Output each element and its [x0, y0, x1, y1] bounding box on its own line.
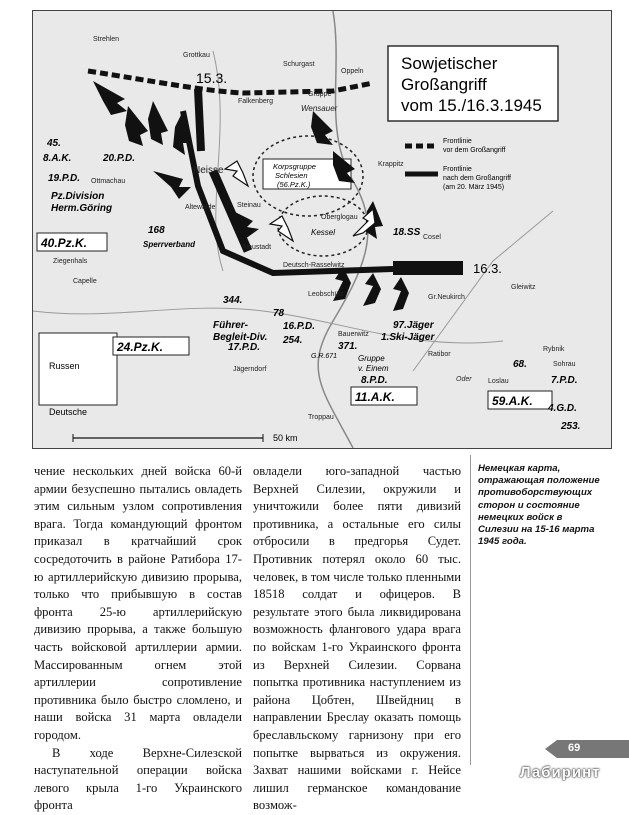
- date-label-16-3: 16.3.: [473, 261, 502, 276]
- watermark-logo: Лабиринт: [520, 764, 601, 781]
- unit-gruppe: Gruppe: [358, 354, 385, 363]
- unit-168: 168: [148, 225, 165, 236]
- place-rybnik: Rybnik: [543, 346, 565, 353]
- place-oder: Oder: [456, 376, 472, 383]
- place-deutsch-rasselwitz: Deutsch-Rasselwitz: [283, 262, 345, 269]
- unit-17pd: 17.P.D.: [228, 342, 261, 353]
- unit-344: 344.: [223, 295, 243, 306]
- date-label-15-3: 15.3.: [196, 70, 228, 86]
- unit-schlesien: Schlesien: [275, 171, 308, 180]
- unit-24pzk: 24.Pz.K.: [117, 340, 164, 354]
- unit-56pzk: (56.Pz.K.): [277, 180, 311, 189]
- unit-v-einem: v. Einem: [358, 364, 389, 373]
- place-cosel: Cosel: [423, 234, 441, 241]
- place-wensauer: Wensauer: [301, 104, 338, 113]
- unit-20pd: 20.P.D.: [103, 153, 136, 164]
- unit-78: 78: [273, 308, 285, 319]
- place-loslau: Loslau: [488, 378, 509, 385]
- scale-label: 50 km: [273, 433, 298, 443]
- legend-deutsche: Deutsche: [49, 407, 88, 417]
- page-number: 69: [568, 742, 581, 754]
- legend-front-before-2: vor dem Großangriff: [443, 147, 506, 154]
- legend-front-after-1: Frontlinie: [443, 166, 472, 173]
- place-gleiwitz: Gleiwitz: [511, 284, 536, 291]
- place-neustadt: Neustadt: [243, 244, 272, 251]
- unit-4gd: 4.G.D.: [548, 403, 577, 414]
- legend-front-after-3: (am 20. März 1945): [443, 184, 505, 191]
- map-caption: Немецкая карта, отражающая положение противоборствующих сторон и состояние немецких войск в Силезии на 15-16 марта 1945 года.: [478, 463, 600, 548]
- unit-kessel: Kessel: [311, 228, 336, 237]
- place-oberglogau: Oberglogau: [321, 214, 358, 221]
- unit-45: 45.: [47, 138, 61, 149]
- map-image: [32, 10, 612, 449]
- place-troppau: Troppau: [308, 414, 334, 421]
- place-leobschutz: Leobschütz: [308, 291, 344, 298]
- unit-19pd: 19.P.D.: [48, 173, 81, 184]
- unit-begleit-div: Begleit-Div.: [213, 332, 268, 343]
- place-neisse: Neisse: [193, 165, 224, 176]
- unit-sperrverband: Sperrverband: [143, 240, 196, 249]
- place-schurgast: Schurgast: [283, 61, 315, 68]
- place-krappitz: Krappitz: [378, 161, 404, 168]
- unit-97-jager: 97.Jäger: [393, 320, 434, 331]
- unit-68: 68.: [513, 359, 527, 370]
- unit-253: 253.: [561, 421, 581, 432]
- unit-59ak: 59.A.K.: [492, 394, 533, 408]
- unit-pz-division: Pz.Division: [51, 191, 105, 202]
- unit-16pd: 16.P.D.: [283, 321, 316, 332]
- col1-paragraph-2: В ходе Верхне-Силезской наступательной операции войска левого крыла 1-го Украинского фронта: [34, 745, 242, 813]
- unit-7pd: 7.P.D.: [551, 375, 578, 386]
- unit-40pzk: 40.Pz.K.: [41, 236, 88, 250]
- unit-gr671: G.R.671: [311, 353, 338, 360]
- unit-18ss: 18.SS: [393, 227, 421, 238]
- place-jagerndorf: Jägerndorf: [233, 366, 267, 373]
- map-title-line-1: Sowjetischer: [401, 54, 498, 73]
- map-title-line-2: Großangriff: [401, 75, 487, 94]
- unit-11ak: 11.A.K.: [355, 390, 395, 404]
- place-ratibor: Ratibor: [428, 351, 451, 358]
- place-steinau: Steinau: [237, 202, 261, 209]
- body-column-2: [253, 463, 461, 815]
- place-strehlen: Strehlen: [93, 36, 120, 43]
- place-falkenberg: Falkenberg: [238, 98, 274, 105]
- place-gruppe: Gruppe: [308, 91, 332, 98]
- body-column-1: [34, 463, 242, 815]
- legend-front-before-1: Frontlinie: [443, 138, 472, 145]
- place-ottmachau: Ottmachau: [91, 178, 126, 185]
- legend-front-after-2: nach dem Großangriff: [443, 175, 511, 182]
- unit-herm-goring: Herm.Göring: [51, 203, 113, 214]
- legend-russen: Russen: [49, 361, 80, 371]
- place-ziegenhals: Ziegenhals: [53, 258, 88, 265]
- unit-korpsgruppe: Korpsgruppe: [273, 162, 316, 171]
- place-sohrau: Sohrau: [553, 361, 576, 368]
- column-divider: [470, 455, 471, 765]
- unit-fuhrer: Führer-: [213, 320, 248, 331]
- place-grottkau: Grottkau: [183, 52, 210, 59]
- unit-1-ski-jager: 1.Ski-Jäger: [381, 332, 435, 343]
- unit-8ak: 8.A.K.: [43, 153, 72, 164]
- place-gr-neukirch: Gr.Neukirch: [428, 294, 465, 301]
- place-bauerwitz: Bauerwitz: [338, 331, 369, 338]
- unit-254: 254.: [283, 335, 303, 346]
- col2-paragraph: овладели юго-западной частью Верхней Силезии, окружили и уничтожили более пяти дивизий противника, а остальные его силы отбросили в предгорья Судет. Противник потерял около 60 тыс. человек, в том числе только пленными 18518 солдат и офицеров. В результате этого была ликвидирована возможность флангового удара врага по войскам 1-го Украинского фронта из Верхней Силезии. Сорвана попытка противника наступлением из района Цобтен, Швейдниц в направлении Бреслау оказать помощь бреславльскому гарнизону при его попытке вырваться из окружения. Захват нашими войсками г. Нейсе лишил германское командование возмож-: [253, 464, 461, 813]
- unit-371: 371.: [338, 341, 358, 352]
- unit-8pd: 8.P.D.: [361, 375, 388, 386]
- map-title-line-3: vom 15./16.3.1945: [401, 96, 542, 115]
- place-capelle: Capelle: [73, 278, 97, 285]
- place-oppeln: Oppeln: [341, 68, 364, 75]
- place-altewalde: Altewalde: [185, 204, 216, 211]
- col1-paragraph-1: чение нескольких дней войска 60-й армии безуспешно пытались овладеть этим сильным узлом сопротивления врага. Тогда командующий фронтом приказал в кратчайший срок сосредоточить в районе Ратибора 17-ю артиллерийскую дивизию прорыва, только что прибывшую в состав фронта 25-ю артиллерийскую дивизию прорыва, а также большую часть войсковой артиллерии армии. Массированным огнем этой артиллерии сопротивление противника было быстро сломлено, и наши войска 31 марта овладели городом.: [34, 464, 242, 742]
- page-number-tab: [545, 740, 629, 758]
